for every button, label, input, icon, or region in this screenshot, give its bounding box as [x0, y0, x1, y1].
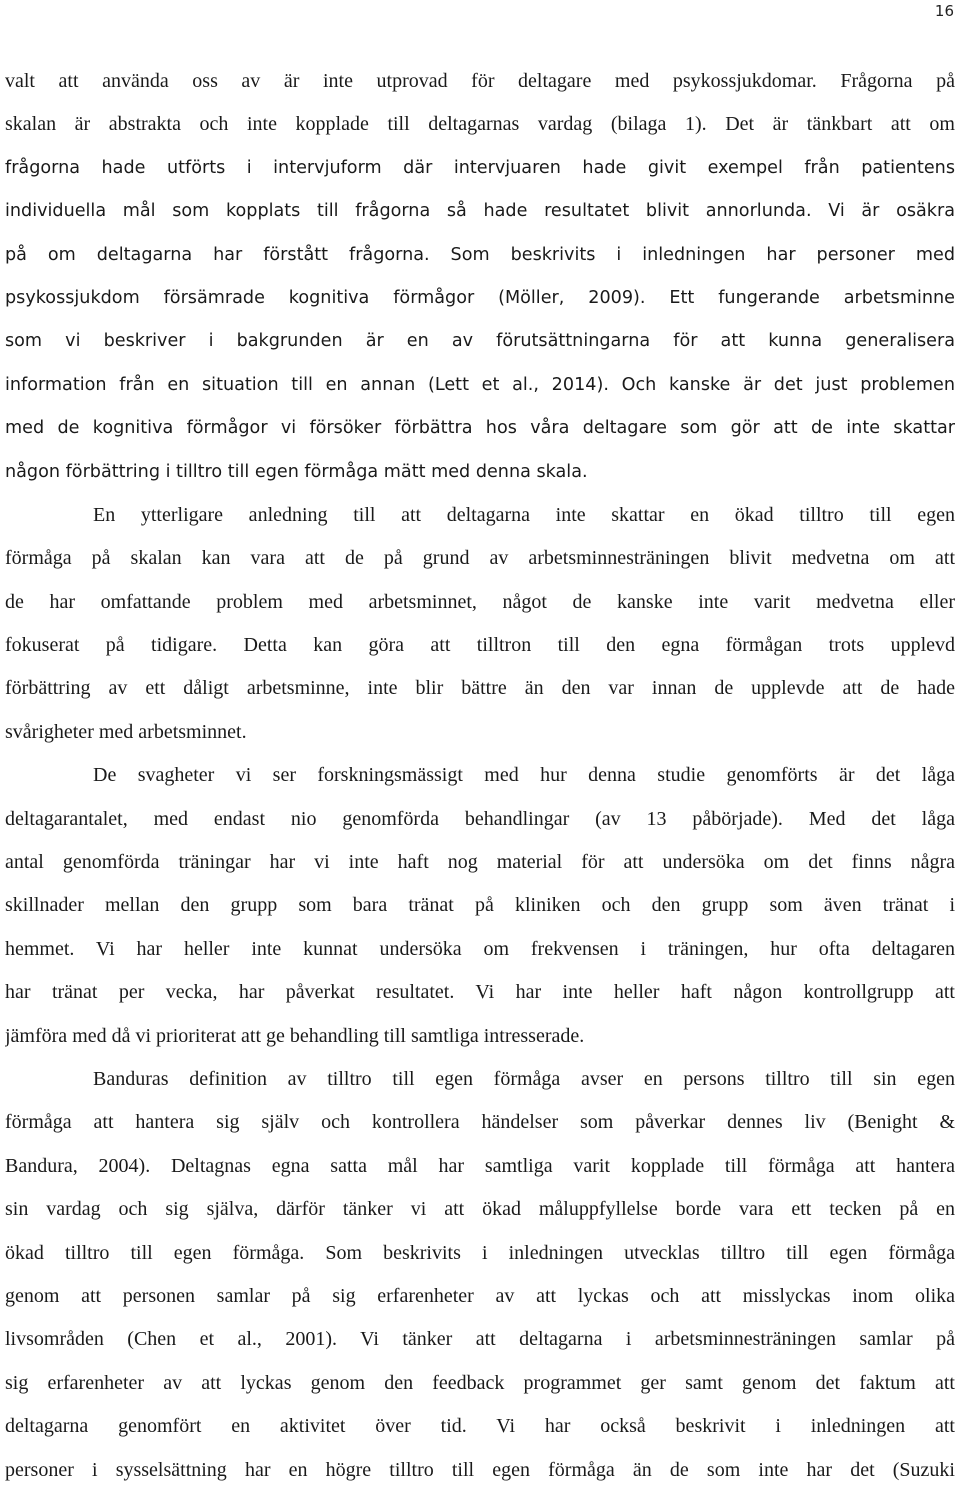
text-line: de har omfattande problem med arbetsminnet, något de kanske inte varit medvetna eller	[5, 590, 955, 613]
text-line: livsområden (Chen et al., 2001). Vi tänker att deltagarna i arbetsminnesträningen samlar på	[5, 1328, 955, 1351]
text-line: deltagarantalet, med endast nio genomförda behandlingar (av 13 påbörjade). Med det låga	[5, 807, 955, 830]
text-line: svårigheter med arbetsminnet.	[5, 720, 247, 743]
text-line: individuella mål som kopplats till frågorna så hade resultatet blivit annorlunda. Vi är osäkra	[5, 201, 955, 222]
text-line: psykossjukdom försämrade kognitiva förmågor (Möller, 2009). Ett fungerande arbetsminne	[5, 287, 955, 308]
text-line: De svagheter vi ser forskningsmässigt med hur denna studie genomförts är det låga	[93, 764, 955, 787]
text-line: förmåga att hantera sig själv och kontrollera händelser som påverkar dennes liv (Benight &	[5, 1111, 955, 1134]
text-line: hemmet. Vi har heller inte kunnat undersöka om frekvensen i träningen, hur ofta deltagaren	[5, 937, 955, 960]
text-line: Banduras definition av tilltro till egen förmåga avser en persons tilltro till sin egen	[93, 1067, 955, 1090]
text-line: frågorna hade utförts i intervjuform där intervjuaren hade givit exempel från patientens	[5, 157, 955, 178]
text-line: En ytterligare anledning till att deltagarna inte skattar en ökad tilltro till egen	[93, 503, 955, 526]
text-line: med de kognitiva förmågor vi försöker förbättra hos våra deltagare som gör att de inte skattar	[5, 418, 955, 439]
text-line: information från en situation till en annan (Lett et al., 2014). Och kanske är det just problemen	[5, 374, 955, 395]
text-line: sig erfarenheter av att lyckas genom den feedback programmet ger samt genom det faktum att	[5, 1371, 955, 1394]
text-line: Bandura, 2004). Deltagnas egna satta mål har samtliga varit kopplade till förmåga att hantera	[5, 1154, 955, 1177]
text-line: genom att personen samlar på sig erfarenheter av att lyckas och att misslyckas inom olika	[5, 1284, 955, 1307]
text-line: har tränat per vecka, har påverkat resultatet. Vi har inte heller haft någon kontrollgrupp att	[5, 981, 955, 1004]
text-line: på om deltagarna har förstått frågorna. Som beskrivits i inledningen har personer med	[5, 244, 955, 265]
text-line: personer i sysselsättning har en högre tilltro till egen förmåga än de som inte har det (Suzuki	[5, 1458, 955, 1481]
text-line: antal genomförda träningar har vi inte haft nog material för att undersöka om det finns några	[5, 851, 955, 874]
text-line: skalan är abstrakta och inte kopplade till deltagarnas vardag (bilaga 1). Det är tänkbart att om	[5, 113, 955, 136]
text-line: någon förbättring i tilltro till egen förmåga mätt med denna skala.	[5, 461, 588, 482]
text-line: deltagarna genomfört en aktivitet över tid. Vi har också beskrivit i inledningen att	[5, 1415, 955, 1438]
text-line: ökad tilltro till egen förmåga. Som beskrivits i inledningen utvecklas tilltro till egen förmåga	[5, 1241, 955, 1264]
text-line: som vi beskriver i bakgrunden är en av förutsättningarna för att kunna generalisera	[5, 331, 955, 352]
page-number: 16	[934, 2, 954, 20]
text-line: förmåga på skalan kan vara att de på grund av arbetsminnesträningen blivit medvetna om att	[5, 547, 955, 570]
text-line: jämföra med då vi prioriterat att ge behandling till samtliga intresserade.	[5, 1024, 585, 1047]
text-line: förbättring av ett dåligt arbetsminne, inte blir bättre än den var innan de upplevde att de hade	[5, 677, 955, 700]
text-line: sin vardag och sig själva, därför tänker vi att ökad måluppfyllelse borde vara ett tecken på en	[5, 1198, 955, 1221]
body-text	[5, 60, 955, 1492]
text-line: fokuserat på tidigare. Detta kan göra att tilltron till den egna förmågan trots upplevd	[5, 634, 955, 657]
text-line: valt att använda oss av är inte utprovad för deltagare med psykossjukdomar. Frågorna på	[5, 70, 955, 92]
text-line: skillnader mellan den grupp som bara tränat på kliniken och den grupp som även tränat i	[5, 894, 955, 917]
